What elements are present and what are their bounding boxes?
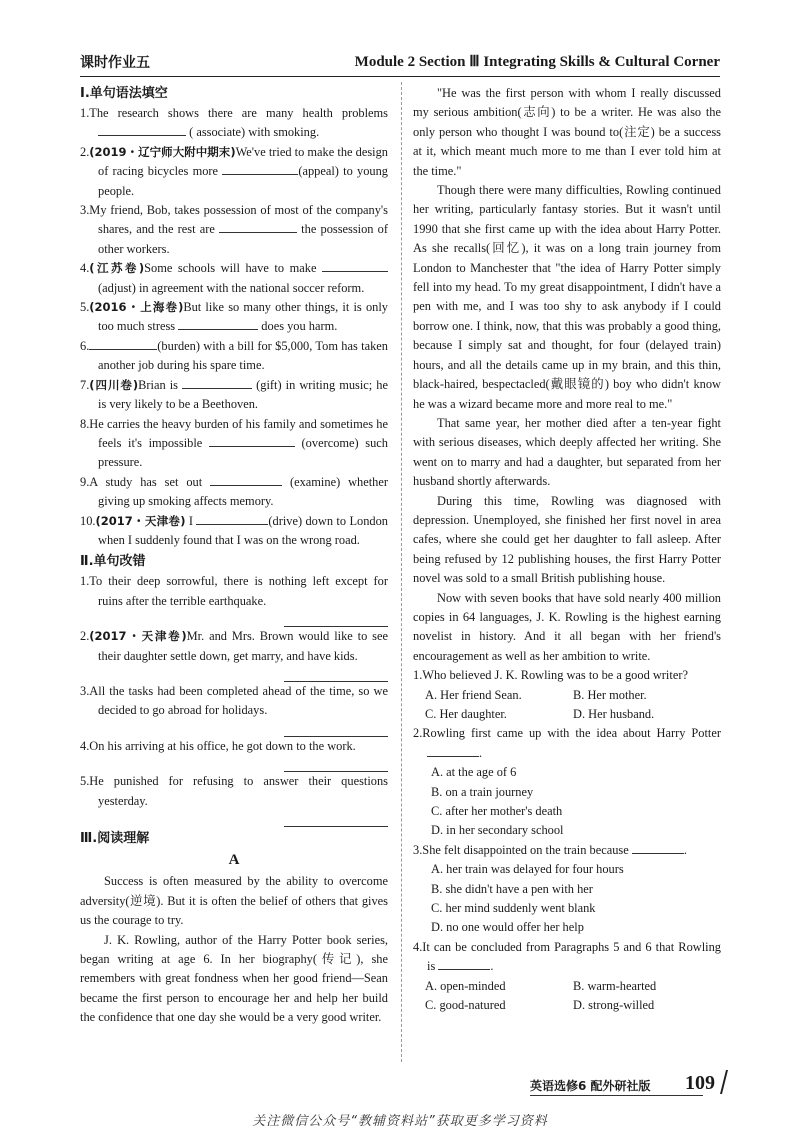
item-text: (burden) with a bill for $5,000, Tom has taken another job during his spare time. [98,338,388,373]
option-group [413,763,721,841]
item-number: 2. [80,629,90,644]
question-number: 3. [413,842,423,857]
header-rule [80,76,720,77]
answer-option[interactable]: B. Her mother. [573,687,647,702]
answer-line[interactable] [284,666,388,682]
question-text: . [490,959,494,974]
answer-line[interactable] [284,811,388,827]
item-number: 1. [80,574,90,589]
grammar-item [80,415,388,473]
section2-title: Ⅱ.单句改错 [80,554,146,570]
passage-paragraph: Though there were many difficulties, Rowling continued her writing, particularly fantasy stories. But it wasn't until 1990 that she first came up with the idea about Harry Potter. As she recalls(回忆), it was on a long train journey from London to Manchester that "the idea of Harry Potter simply fell into my head. To my great disappointment, I didn't have a pen with me, and I was too shy to ask anybody if I could borrow one. I think, now, that this was probably a good thing, because I simply sat and thought, for four (delayed train) hours, and all the details came up in my brain, and this thin, black-haired, bespectacled(戴眼镜的) boy who didn't know he was a wizard became more and more real to me." [413,183,721,411]
item-number: 2. [80,144,90,159]
answer-blank[interactable] [178,317,258,330]
answer-option[interactable]: A. Her friend Sean. [425,687,522,702]
passage-paragraph: "He was the first person with whom I really discussed my serious ambition(志向) to be a writer. He was also the only person who thought I was bound to(注定) be a success at it, which meant much more to me than I ever told him at the time." [413,86,721,178]
item-text: (gift) in writing music; he is very likely to be a Beethoven. [98,377,388,412]
option-group [413,977,721,1016]
answer-blank[interactable] [438,957,490,970]
answer-blank[interactable] [196,512,268,525]
item-text: A study has set out [89,474,211,489]
passage-paragraph: Success is often measured by the ability to overcome adversity(逆境). But it is often the belief of others that gives us the courage to try. [80,874,388,928]
source-tag: (2017・天津卷) [95,513,186,528]
item-number: 9. [80,474,90,489]
item-text: He carries the heavy burden of his family and sometimes he feels it's impossible [89,416,388,450]
question-number: 1. [413,668,423,683]
source-tag: (2016・上海卷) [89,300,184,315]
item-text: (examine) whether giving up smoking affects memory. [98,474,389,509]
answer-option[interactable]: A. open-minded [425,978,506,993]
page-number: 109 [685,1072,715,1094]
question-text: . [683,842,687,857]
section3-title: Ⅲ.阅读理解 [80,831,150,846]
page-header [80,52,720,76]
item-text: Brian is [138,377,183,392]
answer-line[interactable] [284,721,388,737]
answer-blank[interactable] [632,841,684,854]
left-column [80,84,388,1028]
answer-blank[interactable] [209,434,295,447]
grammar-item [80,104,388,143]
item-text: (overcome) such pressure. [98,435,388,470]
correction-item [80,682,388,737]
item-text: We've tried to make the design of racing bicycles more [98,144,388,179]
item-text: My friend, Bob, takes possession of most of the company's shares, and the rest are [89,203,388,237]
question-text: Who believed J. K. Rowling was to be a good writer? [422,668,688,683]
answer-blank[interactable] [89,337,157,350]
item-text: On his arriving at his office, he got down to the work. [89,738,356,753]
answer-blank[interactable] [210,473,282,486]
correction-item [80,737,388,772]
reading-questions [413,666,721,1015]
item-text: does you harm. [258,319,338,334]
item-number: 10. [80,513,96,528]
correction-item [80,627,388,682]
item-number: 6. [80,338,90,353]
passage-paragraph: That same year, her mother died after a ten-year fight with serious diseases, which deeply affected her writing. She went on to marry and had a daughter, but separated from her husband shortly afterwards. [413,415,721,489]
source-tag: (2017・天津卷) [89,629,187,644]
answer-option[interactable]: B. she didn't have a pen with her [431,881,593,896]
grammar-item [80,512,388,551]
item-number: 3. [80,683,90,698]
footer-slash [720,1070,728,1094]
grammar-item [80,259,388,298]
item-text: (appeal) to young people. [98,164,388,198]
passage-paragraph: J. K. Rowling, author of the Harry Potter book series, began writing at age 6. In her biography(传记), she remembers with great fondness when her good friend—Sean became the first person to encourage her and help her build the confidence that one day she would be a very good writer. [80,932,388,1025]
item-text: I [185,513,197,528]
question-number: 4. [413,939,423,954]
grammar-fill-list [80,104,388,550]
book-label: 英语选修6 配外研社版 [530,1079,651,1093]
right-column [413,84,721,1016]
section1-title: Ⅰ.单句语法填空 [80,86,168,101]
question-text: It can be concluded from Paragraphs 5 and 6 that Rowling is [422,939,721,974]
correction-item [80,572,388,627]
item-text: He punished for refusing to answer their questions yesterday. [89,774,388,808]
grammar-item [80,143,388,201]
item-text: All the tasks had been completed ahead of the time, so we decided to go abroad for holidays. [89,683,388,718]
source-tag: (江苏卷) [89,261,145,276]
homework-label: 课时作业五 [80,55,150,71]
item-number: 8. [80,416,90,431]
item-number: 5. [80,774,90,789]
footer-rule [530,1095,703,1096]
answer-option[interactable]: C. her mind suddenly went blank [431,901,596,916]
item-text: the possession of other workers. [98,222,389,256]
module-title: Module 2 Section Ⅲ Integrating Skills & Cultural Corner [354,54,720,70]
question-number: 2. [413,726,423,741]
item-number: 5. [80,300,90,315]
item-text: Some schools will have to make [144,261,322,276]
item-text: The research shows there are many health problems [89,106,388,120]
answer-option[interactable]: C. after her mother's death [431,804,563,819]
answer-option[interactable]: A. at the age of 6 [431,765,517,780]
question-stem [413,938,721,977]
answer-option[interactable]: D. Her husband. [573,707,655,721]
grammar-item [80,337,388,376]
source-tag: (四川卷) [89,377,139,392]
answer-option[interactable]: D. in her secondary school [431,823,564,838]
item-number: 3. [80,203,90,218]
error-correction-list [80,572,388,827]
passage-label: A [228,852,240,868]
answer-blank[interactable] [427,744,479,757]
answer-blank[interactable] [98,123,186,136]
answer-option[interactable]: B. warm-hearted [573,978,657,993]
question-stem [413,841,721,860]
column-divider [401,82,402,1062]
item-number: 1. [80,106,90,120]
answer-blank[interactable] [222,162,298,175]
question-stem [413,666,721,685]
item-text: ( associate) with smoking. [186,125,320,140]
option-group [413,860,721,938]
item-number: 4. [80,261,90,276]
grammar-item [80,298,388,337]
option-group [413,686,721,725]
question-text: Rowling first came up with the idea about Harry Potter [422,726,721,741]
item-text: But like so many other things, it is only too much stress [98,300,388,334]
watermark-text: 关注微信公众号“教辅资料站”获取更多学习资料 [252,1114,548,1129]
item-number: 7. [80,377,90,392]
answer-option[interactable]: D. no one would offer her help [431,920,584,935]
answer-option[interactable]: B. on a train journey [431,784,534,799]
page-footer [530,1074,725,1096]
answer-option[interactable]: D. strong-willed [573,998,655,1013]
answer-blank[interactable] [219,220,297,233]
grammar-item [80,201,388,259]
grammar-item [80,473,388,512]
answer-blank[interactable] [322,259,388,272]
item-text: (adjust) in agreement with the national soccer reform. [98,280,365,295]
correction-item [80,772,388,827]
answer-option[interactable]: A. her train was delayed for four hours [431,862,624,877]
item-text: Mr. and Mrs. Brown would like to see their daughter settle down, get marry, and have kids. [98,629,388,663]
question-text: . [479,745,483,760]
answer-option[interactable]: C. good-natured [425,998,506,1013]
question-stem [413,724,721,763]
grammar-item [80,376,388,415]
source-tag: (2019・辽宁师大附中期末) [89,144,236,159]
item-text: To their deep sorrowful, there is nothing left except for ruins after the terrible earthquake. [89,574,388,608]
passage-paragraph: During this time, Rowling was diagnosed with depression. Unemployed, she finished her first novel in area cafes, where she could get her daughter to fall asleep. After being refused by 12 publishing houses, the first Harry Potter novel was sold to a small British publishing house. [413,493,721,586]
question-text: She felt disappointed on the train because [422,842,632,857]
answer-blank[interactable] [182,376,252,389]
passage-paragraph: Now with seven books that have sold nearly 400 million copies in 64 languages, J. K. Rowling is the highest earning novelist in history. And it all began with her friend's encouragement as well as her ambition to write. [413,590,721,663]
answer-line[interactable] [284,611,388,627]
item-text: (drive) down to London when I suddenly found that I was on the wrong road. [98,513,388,547]
item-number: 4. [80,738,90,753]
answer-option[interactable]: C. Her daughter. [425,707,507,721]
answer-line[interactable] [284,756,388,772]
